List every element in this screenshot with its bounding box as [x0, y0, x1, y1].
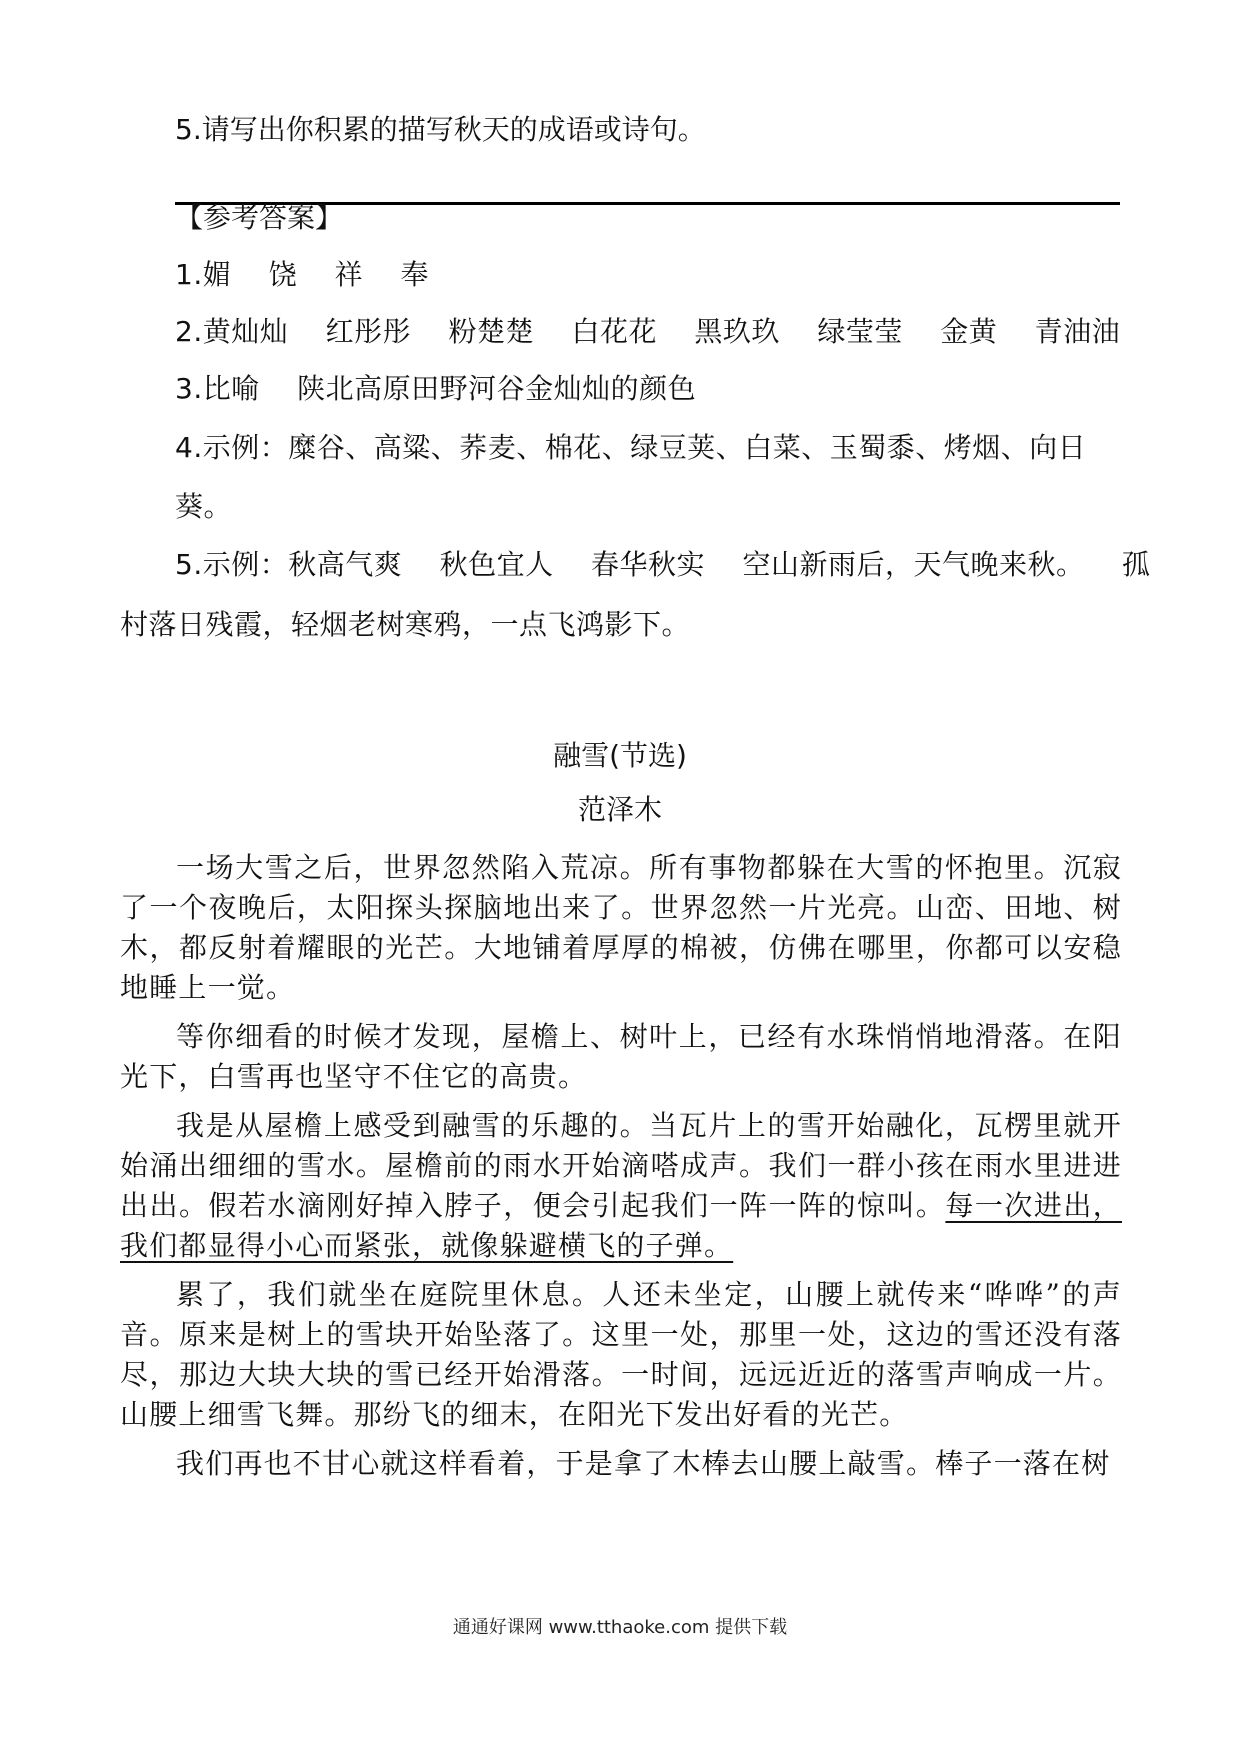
answer-4-line-2: 葵。: [175, 490, 233, 523]
answer-5-item: 空山新雨后，天气晚来秋。: [742, 548, 1085, 581]
answer-1-item: 1.媚: [175, 258, 232, 291]
answer-1-item: 奉: [400, 258, 429, 291]
answer-3: [175, 369, 696, 409]
article-body: [120, 848, 1122, 1493]
article-author: 范泽木: [577, 793, 662, 826]
answer-5-item: 孤: [1121, 548, 1151, 581]
answer-5-item: 5.示例：秋高气爽: [175, 548, 403, 581]
paragraph-2: 等你细看的时候才发现，屋檐上、树叶上，已经有水珠悄悄地滑落。在阳光下，白雪再也坚守不住它的高贵。: [120, 1020, 1122, 1093]
answer-5-line-2: 村落日残霞，轻烟老树寒鸦，一点飞鸿影下。: [120, 608, 691, 641]
answer-2-item: 绿莹莹: [817, 315, 903, 348]
question-5: 5.请写出你积累的描写秋天的成语或诗句。: [175, 113, 706, 146]
answer-1-item: 饶: [268, 258, 298, 291]
answer-2-item: 红彤彤: [325, 315, 412, 348]
answer-5-item: 秋色宜人: [439, 548, 554, 581]
paragraph-1: 一场大雪之后，世界忽然陷入荒凉。所有事物都躲在大雪的怀抱里。沉寂了一个夜晚后，太阳探头探脑地出来了。世界忽然一片光亮。山峦、田地、树木，都反射着耀眼的光芒。大地铺着厚厚的棉被，仿佛在哪里，你都可以安稳地睡上一觉。: [120, 851, 1122, 1004]
paragraph-5: 我们再也不甘心就这样看着，于是拿了木棒去山腰上敲雪。棒子一落在树: [176, 1447, 1111, 1480]
answer-4-line-1: 4.示例：糜谷、高粱、荞麦、棉花、绿豆荚、白菜、玉蜀黍、烤烟、向日: [175, 431, 1087, 464]
answer-5-line-1: [175, 545, 1150, 585]
page-footer: 通通好课网 www.tthaoke.com 提供下载: [452, 1617, 788, 1638]
answer-2-item: 黑玖玖: [694, 315, 780, 348]
answer-3-item: 陕北高原田野河谷金灿灿的颜色: [297, 372, 697, 405]
answer-heading: 【参考答案】: [175, 201, 344, 234]
answer-3-item: 3.比喻: [175, 372, 260, 405]
answer-2-item: 2.黄灿灿: [175, 315, 289, 348]
underlined-sentence: 每一次进出，我们都显得小心而紧张，就像躲避横飞的子弹。: [120, 1189, 1122, 1262]
article-title: 融雪(节选): [553, 739, 687, 772]
paragraph-4: 累了，我们就坐在庭院里休息。人还未坐定，山腰上就传来“哗哗”的声音。原来是树上的雪块开始坠落了。这里一处，那里一处，这边的雪还没有落尽，那边大块大块的雪已经开始滑落。一时间，远远近近的落雪声响成一片。山腰上细雪飞舞。那纷飞的细末，在阳光下发出好看的光芒。: [120, 1278, 1122, 1431]
answer-2-item: 白花花: [571, 315, 657, 348]
paragraph-3: [120, 1106, 1122, 1266]
paragraph-3-text: 我是从屋檐上感受到融雪的乐趣的。当瓦片上的雪开始融化，瓦楞里就开始涌出细细的雪水。屋檐前的雨水开始滴嗒成声。我们一群小孩在雨水里进进出出。假若水滴刚好掉入脖子，便会引起我们一阵一阵的惊叫。: [120, 1109, 1122, 1222]
answer-5-item: 春华秋实: [591, 548, 706, 581]
answer-1: [175, 255, 429, 295]
answer-2: [175, 312, 1120, 352]
answer-2-item: 青油油: [1034, 315, 1121, 348]
answer-1-item: 祥: [334, 258, 364, 291]
answer-2-item: 金黄: [940, 315, 998, 348]
answer-2-item: 粉楚楚: [448, 315, 535, 348]
